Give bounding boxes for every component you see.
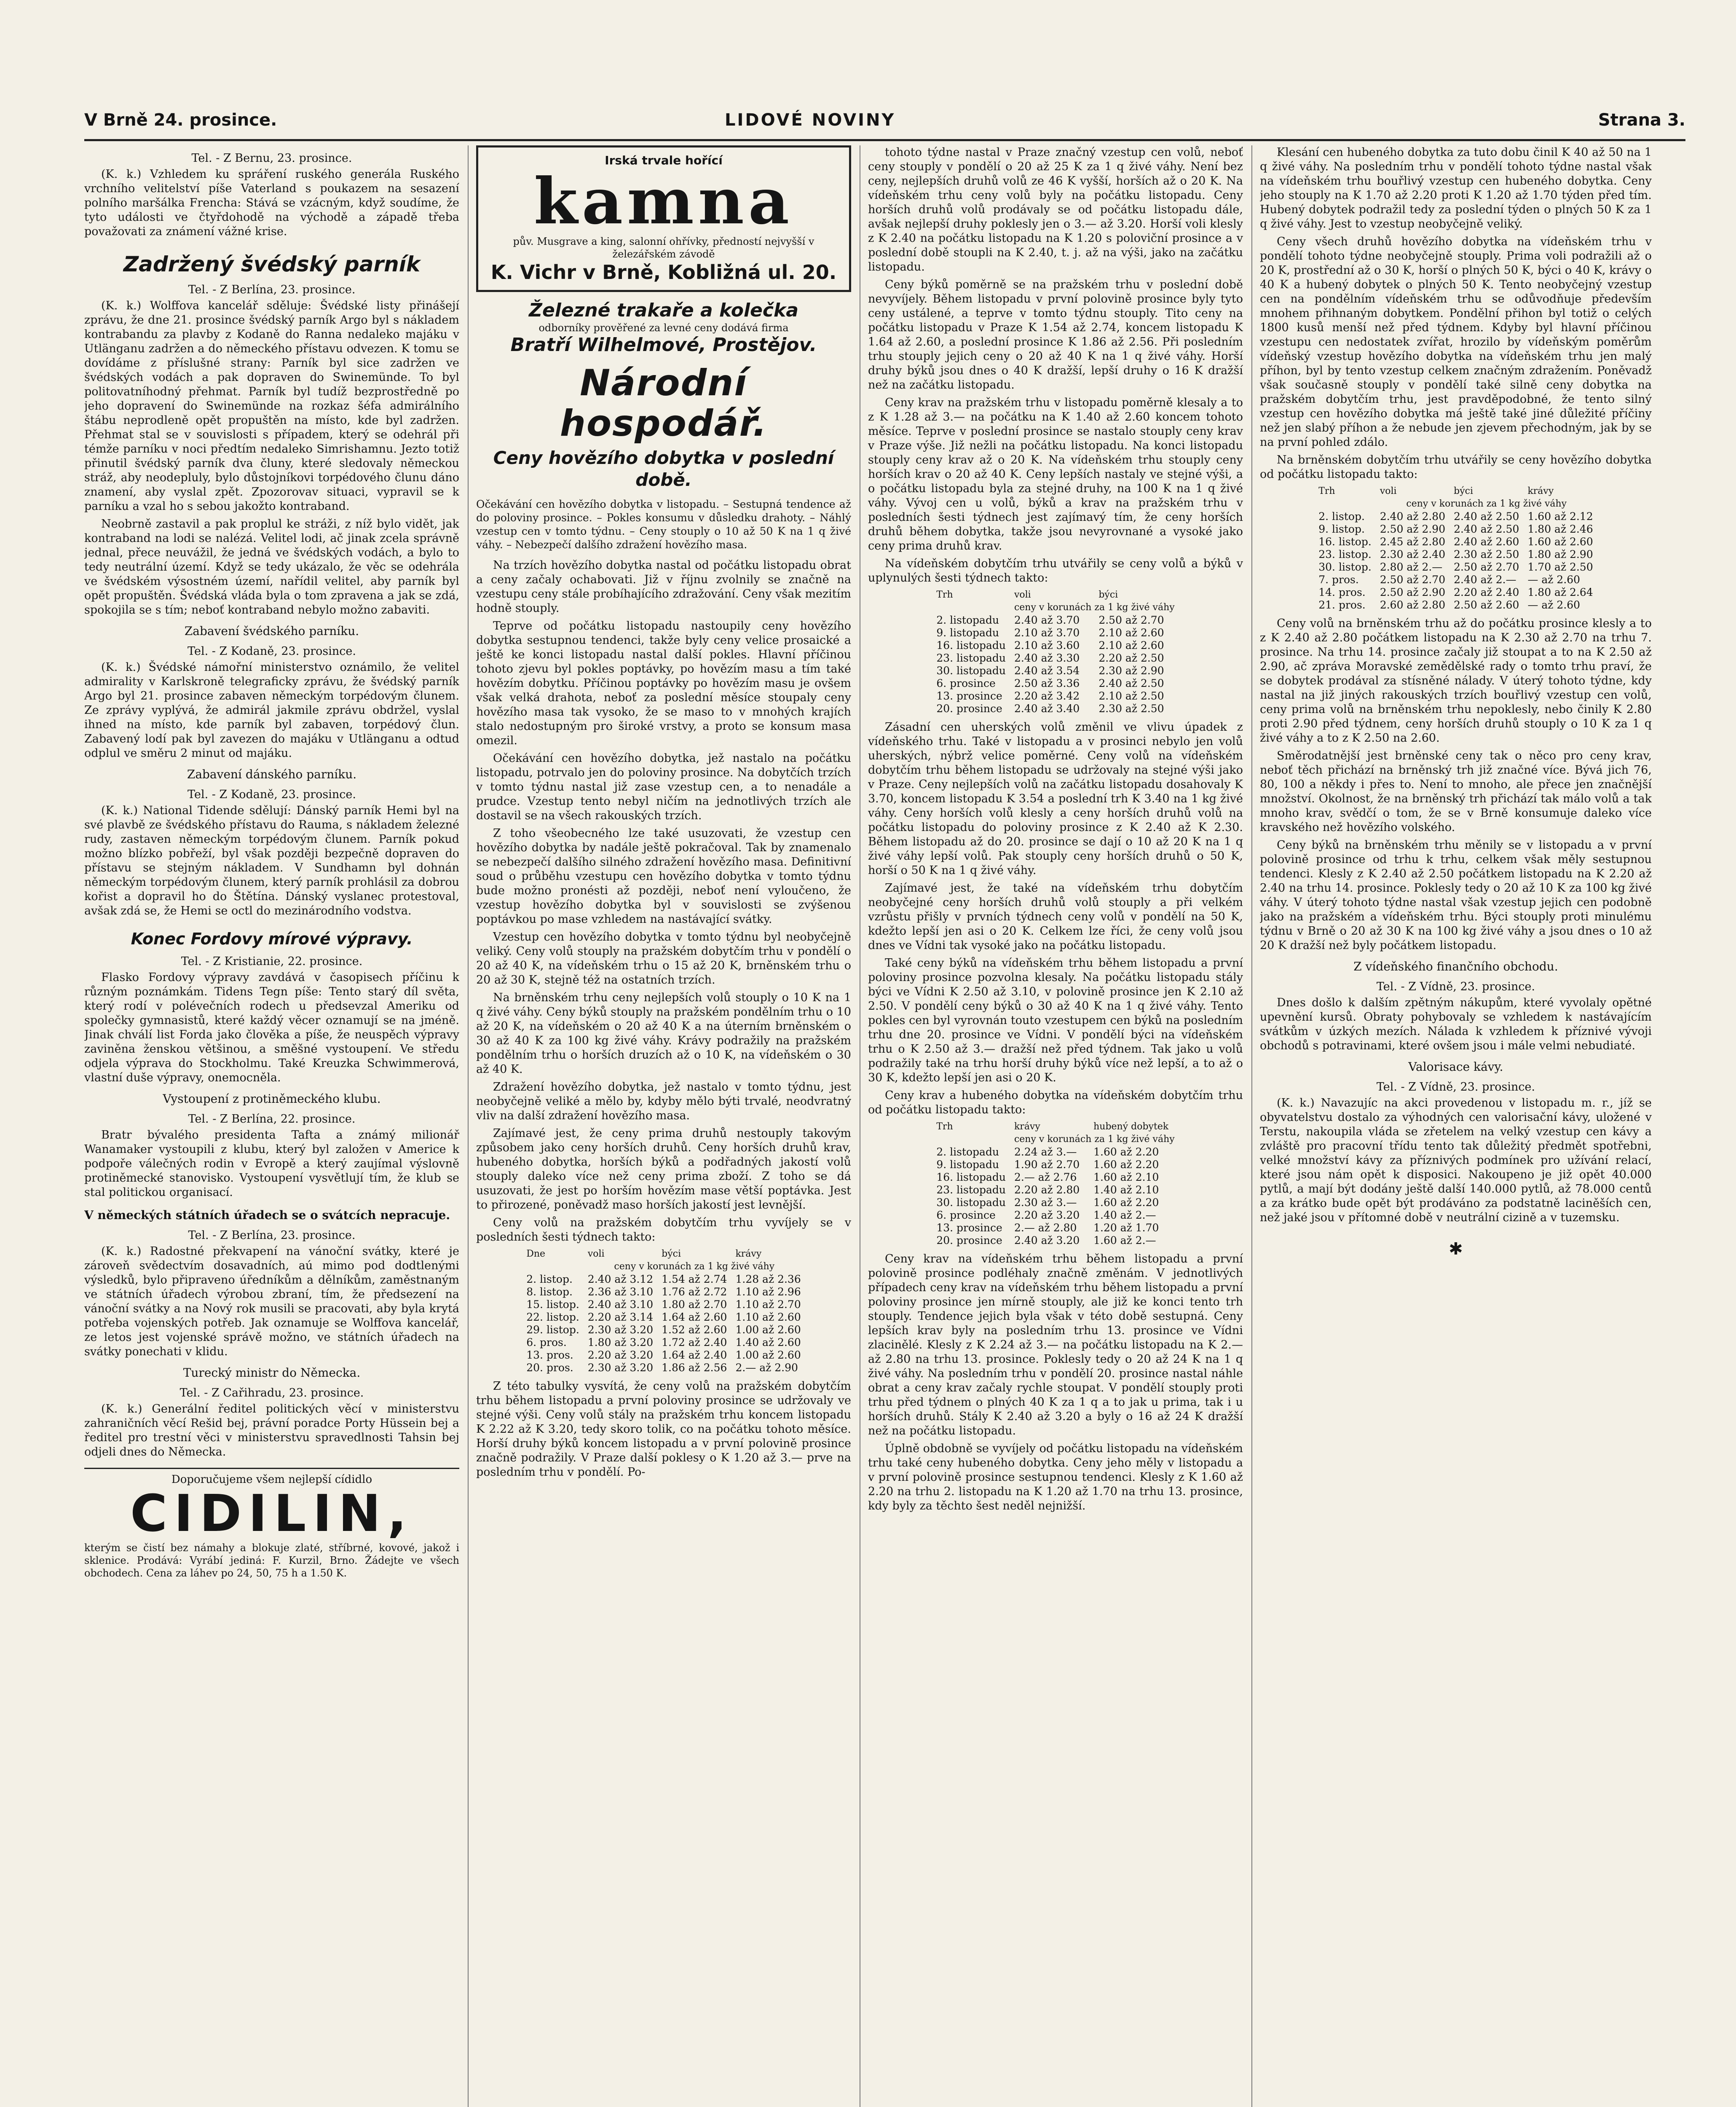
dateline: Tel. - Z Kodaně, 23. prosince.	[188, 645, 356, 658]
table-cell: 1.60 až 2.60	[1527, 536, 1593, 548]
table-row	[932, 614, 1179, 627]
table-row	[522, 1324, 805, 1336]
table-cell: 2.40 až 3.70	[1014, 614, 1080, 626]
table-caption: Na vídeňském dobytčím trhu utvářily se ceny volů a býků v uplynulých šesti týdnech takto:	[868, 557, 1243, 584]
table-row	[932, 652, 1179, 665]
article-paragraph: Ceny býků poměrně se na pražském trhu v poslední době nevyvíjely. Během listopadu v první polovině prosince byly tyto ceny ustálené, a teprve v tomto týdnu stouply. Tito ceny na počátku listopadu v Praze K 1.54 až 2.74, koncem listopadu K 1.64 až 2.60, a poslední prosince K 1.86 až 2.56. Při posledním trhu stouply jejich ceny o 20 až 40 K na 1 q živé váhy. Horší druhy býků jsou dnes o 40 K dražší, lepší druhy o 16 K dražší než na začátku listopadu.	[868, 278, 1243, 391]
table-cell: 21. pros.	[1318, 599, 1366, 611]
table-cell: 2.30 až 2.50	[1098, 702, 1164, 715]
ad-brand: kamna	[533, 164, 794, 239]
article-paragraph: Zajímavé jest, že také na vídeňském trhu dobytčím neobyčejné ceny horších druhů volů stouply a při velkém vzrůstu přišly v prvních týdnech ceny volů v pondělí na 50 K, kdežto lepší jen asi o 20 K. Celkem lze říci, že ceny volů jsou dnes ve Vídni tak vysoké jako na počátku listopadu.	[868, 882, 1243, 952]
table-cell: 13. prosince	[936, 1222, 1002, 1234]
table-header: voli	[1014, 590, 1031, 600]
ad-top: Irská trvale hořící	[605, 153, 723, 167]
table-cell: 13. pros.	[526, 1349, 573, 1361]
table-header: voli	[587, 1249, 605, 1259]
column-3	[868, 145, 1243, 2107]
table-row	[1314, 586, 1597, 599]
table-cell: 2. listop.	[1318, 510, 1365, 523]
table-cell: 2.10 až 2.50	[1098, 690, 1164, 702]
table-row	[932, 1158, 1179, 1171]
table-cell: 1.60 až 2.—	[1093, 1234, 1156, 1247]
advertisement-cidilin	[84, 1468, 459, 1579]
table-cell: 2.— až 2.90	[735, 1362, 798, 1374]
table-row	[932, 1171, 1179, 1184]
table-cell: 23. listopadu	[936, 1184, 1006, 1196]
table-row	[932, 639, 1179, 652]
table-cell: 2.45 až 2.80	[1380, 536, 1446, 548]
table-header: krávy	[735, 1249, 762, 1259]
table-cell: 2.30 až 2.90	[1098, 665, 1164, 677]
table-row	[932, 1184, 1179, 1196]
table-row	[522, 1349, 805, 1362]
table-cell: 2.30 až 2.50	[1454, 548, 1519, 560]
column-1	[84, 145, 459, 2107]
table-cell: 1.80 až 2.64	[1527, 586, 1593, 598]
table-row	[932, 1196, 1179, 1209]
page-header	[84, 110, 1685, 136]
table-cell: 6. pros.	[526, 1336, 567, 1348]
table-cell: 2.40 až 3.54	[1014, 665, 1080, 677]
price-table-praha	[522, 1248, 805, 1374]
price-table-wien-voli	[932, 589, 1179, 715]
article-paragraph: (K. k.) Radostné překvapení na vánoční svátky, které je zároveň svědectvím dosavadních, aú mimo pod dodtlenými výsledků, bylo připraveno úředníkům a dělníkům, zaměstnaným ve státních úřadech výrobou zbraní, tím, že předsezení na vánoční svátky a na Nový rok musili se pracovati, aby byla krytá potřeba vojenských potřeb. Jak oznamuje se Wolffova kancelář, ze letos jest vojenské správě možno, ve státních úřadech na svátky ponechati v klidu.	[84, 1245, 459, 1358]
table-cell: 30. listop.	[1318, 561, 1372, 573]
article-headline: Ceny hovězího dobytka v poslední době.	[493, 448, 834, 490]
table-cell: 2.40 až 2.50	[1454, 523, 1519, 535]
dateline: Tel. - Z Kristianie, 22. prosince.	[181, 955, 363, 968]
article-paragraph: (K. k.) Generální ředitel politických věcí v ministerstvu zahraničních věcí Rešid bej, právní poradce Porty Hüssein bej a ředitel pro trestní věci v ministerstvu spravedlnosti Tahsin bej odjeli dnes do Německa.	[84, 1402, 459, 1458]
table-cell: 2.50 až 2.90	[1380, 523, 1446, 535]
article-paragraph: Vzestup cen hovězího dobytka v tomto týdnu byl neobyčejně veliký. Ceny volů stouply na pražském dobytčím trhu v pondělí o 20 až 40 K, na vídeňském trhu o 15 až 20 K, brněnském trhu o 20 až 30 K, stejně též na ostatních trzích.	[476, 930, 851, 986]
price-table-wien-kravy	[932, 1121, 1179, 1247]
table-cell: 1.80 až 2.90	[1527, 548, 1593, 560]
advertisement-trakare	[476, 300, 851, 356]
ad-text: kterým se čistí bez námahy a blokuje zlaté, stříbrné, kovové, jakož i sklenice. Prodává: Vyrábí jediná: F. Kurzil, Brno. Žádejte ve všech obchodech. Cena za láhev po 24, 50, 75 h a 1.50 K.	[84, 1542, 459, 1579]
article-headline: Turecký ministr do Německa.	[183, 1366, 361, 1380]
article-paragraph: Směrodatnější jest brněnské ceny tak o něco pro ceny krav, neboť těch přichází na brněnský trh již značné více. Bývá jich 76, 80, 100 a někdy i přes to. Není to mnoho, ale přece jen značnější množství. Okolnost, že na brněnský trh přichází tak málo volů a tak mnoho krav, svědčí o tom, že se v Brně konsumuje daleko více kravského než hovězího volského.	[1260, 749, 1652, 834]
table-header: Trh	[936, 590, 953, 600]
table-cell: 2.20 až 3.42	[1014, 690, 1080, 702]
table-cell: 1.76 až 2.72	[662, 1286, 727, 1298]
table-cell: 2.40 až 2.—	[1454, 574, 1516, 586]
article-headline: Z vídeňského finančního obchodu.	[1353, 960, 1558, 973]
article-paragraph: Úplně obdobně se vyvíjely od počátku listopadu na vídeňském trhu také ceny hubeného dobytka. Ceny jeho měly v listopadu a v první polovině prosince sestupnou tendenci. Klesly z K 1.60 až 2.20 na trhu 2. listopadu na K 1.20 až 1.70 na trhu 13. prosince, kdy byly za těchto šest neděl nejnižší.	[868, 1442, 1243, 1512]
table-row	[522, 1311, 805, 1324]
table-row	[1314, 536, 1597, 548]
article-paragraph: Ceny krav na pražském trhu v listopadu poměrně klesaly a to z K 1.28 až 3.— na počátku na K 1.40 až 2.60 koncem tohoto měsíce. Teprve v poslední prosince se nastalo stouply ceny krav v Praze výše. Již nežli na počátku listopadu. Na konci listopadu stouply ceny krav až o 20 K. Na vídeňském trhu stouply ceny horších krav o 20 až 40 K. Ceny lepších nastaly ve stejné výši, a o počátku listopadu byla za stejné druhy, na 100 K na 1 q živé váhy. Vývoj cen u volů, býků a krav na pražském trhu v posledních šesti týdnech jest zajímavý tím, že ceny horších druhů během dobytka, takže jsou nevyrovnané a vysoké jako ceny prima druhů krav.	[868, 396, 1243, 552]
dateline: Tel. - Z Bernu, 23. prosince.	[191, 152, 352, 165]
article-paragraph: Flasko Fordovy výpravy zavdává v časopisech příčinu k různým poznámkám. Tidens Tegn píše: Tento starý díl světa, který rodí v polévečních rodech u předsevzal Ameriku od společky gymnasistů, které každý věcer oznamují se na jméně. Jinak chválí list Forda jako člověka a píše, že neuspěch výpravy zaviněna ženskou většinou, a směšné vystoupení. Ve středu odjela výprava do Stockholmu. Také Kreuzka Schwimmerová, vlastní duše výpravy, onemocněla.	[84, 971, 459, 1084]
article-paragraph: (K. k.) Wolffova kancelář sděluje: Švédské listy přinášejí zprávu, že dne 21. prosince švédský parník Argo byl s nákladem kontrabandu za plavby z Kodaně do Ranna nedaleko majáku v Utlänganu zadržen a do německého přístavu odvezen. K tomu se dovídáme z příslušné strany: Parník byl sice zadržen ve švédských vodách a pak dopraven do Swinemünde. To byl politovatníhodný přehmat. Parník byl tudíž bezprostředně po jeho dopravení do Swinemünde na rozkaz šéfa admirálního štábu neprodleně opět propuštěn na místo, kde byl zadržen. Přehmat stal se v souvislosti s případem, který se odehrál při témže parníku v noci předtím nedaleko Simrishamnu. Jezto totiž přinutil švédský parník dva čluny, které sledovaly německou stráž, aby neodepluly, bylo důstojníkovi torpédového člunu dáno znamení, aby vyslal zpět. Zpozorovav situaci, vypravil se k parníku a vzal ho s sebou jakožto kontraband.	[84, 299, 459, 513]
dateline: Tel. - Z Berlína, 23. prosince.	[188, 283, 356, 296]
table-header: býci	[1098, 590, 1118, 600]
table-cell: 1.80 až 3.20	[587, 1336, 654, 1348]
article-headline: V německých státních úřadech se o svátcích nepracuje.	[84, 1208, 450, 1222]
table-cell: 1.64 až 2.40	[662, 1349, 727, 1361]
table-cell: 1.64 až 2.60	[662, 1311, 727, 1323]
table-row	[932, 1209, 1179, 1222]
table-row	[522, 1298, 805, 1311]
table-cell: 9. listopadu	[936, 1158, 999, 1171]
table-cell: 2.10 až 2.60	[1098, 627, 1164, 639]
table-cell: 2. listopadu	[936, 1146, 999, 1158]
article-paragraph: Z toho všeobecného lze také usuzovati, že vzestup cen hovězího dobytka by nadále ještě pokračoval. Tak by znamenalo se nebezpečí dalšího silného zdražení hovězího masa. Definitivní soud o průběhu vzestupu cen hovězího dobytka v tomto týdnu bude možno pronésti až později, neboť není vyloučeno, že vzestup hovězího dobytka byl v souvislosti se zvýšenou poptávkou po mase vzhledem na nastávající svátky.	[476, 827, 851, 926]
table-cell: 2.50 až 2.70	[1454, 561, 1519, 573]
article-paragraph: Ceny býků na brněnském trhu měnily se v listopadu a v první polovině prosince od trhu k trhu, celkem však měly sestupnou tendenci. Klesly z K 2.40 až 2.50 počátkem listopadu na K 2.20 až 2.40 na trhu 14. prosince. Poklesly tedy o 20 až 10 K za 100 kg živé váhy. V úterý tohoto týdne nastal však vzestup jejich cen podobně jako na pražském a vídeňském trhu. Býci stouply proti minulému týdnu v Brně o 20 až 30 K na 100 kg živé váhy a jsou dnes o 10 až 20 K dražší než byly počátkem listopadu.	[1260, 839, 1652, 952]
dateline: Tel. - Z Berlína, 22. prosince.	[188, 1112, 356, 1126]
table-cell: 2.24 až 3.—	[1014, 1146, 1077, 1158]
price-table-brno	[1314, 485, 1597, 611]
table-cell: 2.40 až 3.30	[1014, 652, 1080, 664]
ad-address: K. Vichr v Brně, Kobližná ul. 20.	[490, 261, 837, 284]
table-cell: 2. listop.	[526, 1273, 573, 1285]
table-cell: 1.60 až 2.10	[1093, 1171, 1159, 1183]
table-cell: 1.10 až 2.70	[735, 1298, 801, 1311]
table-cell: 6. prosince	[936, 677, 996, 689]
article-headline: Zabavení švédského parníku.	[184, 624, 359, 638]
article-paragraph: Teprve od počátku listopadu nastoupily ceny hovězího dobytka sestupnou tendenci, takže byly ceny velice prosaické a ještě ke konci listopadu nastal další pokles. Hlavní příčinou tohoto zjevu byl pokles poptávky, po hovězím masu a tím také hovězím dobytku. Příčinou poptávky po hovězím masu je ovšem však velká drahota, neboť za poslední měsíce stoupaly ceny hovězího masa tak vysoko, že se maso to v mnohých krajích stalo nedostupným pro široké vrstvy, a proto se konsum masa omezil.	[476, 619, 851, 747]
table-cell: 2.50 až 3.36	[1014, 677, 1080, 689]
dateline: Tel. - Z Cařihradu, 23. prosince.	[179, 1386, 364, 1399]
table-cell: 2.20 až 3.20	[587, 1349, 654, 1361]
table-unit: ceny v korunách za 1 kg živé váhy	[1014, 602, 1175, 613]
table-cell: 2.30 až 3.—	[1014, 1196, 1077, 1209]
table-cell: 2.10 až 3.70	[1014, 627, 1080, 639]
header-masthead: LIDOVÉ NOVINY	[725, 110, 896, 130]
table-cell: 2.30 až 3.20	[587, 1362, 654, 1374]
table-row	[522, 1336, 805, 1349]
article-headline: Konec Fordovy mírové výpravy.	[131, 930, 413, 948]
table-cell: 2.20 až 2.50	[1098, 652, 1164, 664]
table-cell: 1.72 až 2.40	[662, 1336, 727, 1348]
table-cell: 2.50 až 2.70	[1380, 574, 1446, 586]
table-cell: 2.— až 2.80	[1014, 1222, 1077, 1234]
table-cell: 20. prosince	[936, 702, 1002, 715]
table-cell: 2.40 až 2.50	[1454, 510, 1519, 523]
column-4	[1260, 145, 1652, 2107]
table-cell: 2.— až 2.76	[1014, 1171, 1077, 1183]
table-cell: 1.10 až 2.96	[735, 1286, 801, 1298]
table-header: krávy	[1527, 486, 1554, 496]
table-cell: 1.60 až 2.12	[1527, 510, 1593, 523]
table-cell: 1.40 až 2.10	[1093, 1184, 1159, 1196]
article-paragraph: Klesání cen hubeného dobytka za tuto dobu činil K 40 až 50 na 1 q živé váhy. Na posledním trhu v pondělí tohoto týdne nastal však na vídeňském trhu bouřlivý vzestup cen hubeného dobytka. Ceny jeho stouply na K 1.70 až 2.20 proti K 1.20 až 1.70 týden před tím. Hubený dobytek podražil tedy za poslední týden o plných 50 K za 1 q živé váhy. Jest to vzestup neobyčejně veliký.	[1260, 146, 1652, 231]
table-cell: 1.70 až 2.50	[1527, 561, 1593, 573]
table-cell: 1.90 až 2.70	[1014, 1158, 1080, 1171]
table-cell: 1.40 až 2.—	[1093, 1209, 1156, 1221]
table-row	[522, 1273, 805, 1286]
table-cell: 2.40 až 2.50	[1098, 677, 1164, 689]
table-cell: 9. listop.	[1318, 523, 1365, 535]
table-header: krávy	[1014, 1121, 1040, 1132]
table-cell: 16. listopadu	[936, 1171, 1006, 1183]
table-cell: 2.40 až 3.40	[1014, 702, 1080, 715]
table-cell: 1.00 až 2.60	[735, 1349, 801, 1361]
article-paragraph: Z této tabulky vysvítá, že ceny volů na pražském dobytčím trhu během listopadu a první poloviny prosince se udržovaly ve stejné výši. Ceny volů stály na pražském trhu koncem listopadu K 2.22 až K 3.20, tedy skoro tolik, co na počátku tohoto měsíce. Horší druhy býků koncem listopadu a v první polovině prosince značně podražily. V Praze další poklesy o K 1.20 až 3.— prve na posledním trhu v pondělí. Po-	[476, 1380, 851, 1479]
table-row	[1314, 548, 1597, 561]
table-cell: 2.50 až 2.60	[1454, 599, 1519, 611]
dateline: Tel. - Z Kodaně, 23. prosince.	[188, 788, 356, 801]
ad-title: Železné trakaře a kolečka	[529, 300, 798, 321]
table-cell: 1.52 až 2.60	[662, 1324, 727, 1336]
table-caption: Ceny krav a hubeného dobytka na vídeňském dobytčím trhu od počátku listopadu takto:	[868, 1089, 1243, 1116]
table-caption: Na brněnském dobytčím trhu utvářily se ceny hovězího dobytka od počátku listopadu takto:	[1260, 453, 1652, 481]
table-cell: 2.10 až 2.60	[1098, 639, 1164, 651]
table-cell: 2.40 až 3.12	[587, 1273, 654, 1285]
table-cell: 2.50 až 2.70	[1098, 614, 1164, 626]
table-cell: — až 2.60	[1527, 574, 1581, 586]
table-row	[932, 1222, 1179, 1234]
table-unit: ceny v korunách za 1 kg živé váhy	[1406, 499, 1567, 509]
table-cell: 14. pros.	[1318, 586, 1366, 598]
article-paragraph: Ceny krav na vídeňském trhu během listopadu a první polovině prosince podléhaly značně změnám. V jednotlivých případech ceny krav na vídeňském trhu během listopadu a první poloviny prosince jen mírně stouply, ale již ke konci tento trh stouply. Tendence jejich byla však v této době sestupná. Ceny lepších krav byly na posledním trhu 13. prosince ve Vídni zlacinělé. Klesly z K 2.24 až 3.— na počátku listopadu na K 2.— až 2.80 na trhu 13. prosince. Poklesly tedy o 20 až 24 K na 1 q živé váhy. Na posledním trhu v pondělí 20. prosince nastal náhle obrat a ceny krav začaly rychle stoupat. V pondělí stouply proti trhu před týdnem o plných 40 K za 1 q a to jak u prima, tak i u horších druhů. Stály K 2.40 až 3.20 a byly o 16 až 24 K dražší než na počátku listopadu.	[868, 1252, 1243, 1437]
table-cell: 2.20 až 2.80	[1014, 1184, 1080, 1196]
ad-text: pův. Musgrave a king, salonní ohřívky, předností nejvyšší v železářském závodě	[513, 236, 814, 260]
article-lead: Očekávání cen hovězího dobytka v listopadu. – Sestupná tendence až do poloviny prosince. – Pokles konsumu v důsledku drahoty. – Náhlý vzestup cen v tomto týdnu. – Ceny stouply o 10 až 50 K na 1 q živé váhy. – Nebezpečí dalšího zdražení hovězího masa.	[476, 498, 851, 551]
ad-brand: CIDILIN,	[130, 1485, 414, 1543]
article-paragraph: Také ceny býků na vídeňském trhu během listopadu a první poloviny prosince pozvolna klesaly. Na počátku listopadu stály býci ve Vídni K 2.50 až 3.10, v polovině prosince jen K 2.10 až 2.50. V pondělí ceny býků o 30 až 40 K na 1 q živé váhy. Tento pokles cen byl vyrovnán touto vzestupem cen býků na posledním trhu dne 20. prosince ve Vídni. V pondělí býci na vídeňském trhu o K 2.50 až 3.— dražší než před týdnem. Tak jako u volů podražily také na trhu horší druhy býků více než lepší, a to až o 30 K, kdežto lepší jen asi o 20 K.	[868, 957, 1243, 1084]
table-cell: 2. listopadu	[936, 614, 999, 626]
ad-intro: Doporučujeme všem nejlepší cídidlo	[171, 1473, 372, 1486]
table-header: voli	[1380, 486, 1397, 496]
table-header: Trh	[1318, 486, 1335, 496]
table-cell: 1.28 až 2.36	[735, 1273, 801, 1285]
article-paragraph: Zajímavé jest, že ceny prima druhů nestouply takovým způsobem jako ceny horších druhů. Ceny horších druhů krav, hubeného dobytka, horších býků a podřadných jakostí volů stouply daleko více než ceny prima zboží. Z toho se dá usuzovati, že jest po horším hovězím mase větší poptávka. Jest to přirozené, poněvadž maso horších jakostí jest levnější.	[476, 1127, 851, 1212]
table-row	[932, 702, 1179, 715]
advertisement-kamna	[476, 145, 851, 292]
table-cell: 30. listopadu	[936, 1196, 1006, 1209]
header-page-number: Strana 3.	[1598, 110, 1685, 130]
table-cell: — až 2.60	[1527, 599, 1581, 611]
table-cell: 1.54 až 2.74	[662, 1273, 727, 1285]
table-row	[1314, 561, 1597, 574]
table-cell: 29. listop.	[526, 1324, 579, 1336]
table-header: Trh	[936, 1121, 953, 1132]
table-cell: 2.60 až 2.80	[1380, 599, 1446, 611]
table-cell: 16. listopadu	[936, 639, 1006, 651]
article-paragraph: Ceny všech druhů hovězího dobytka na vídeňském trhu v pondělí tohoto týdne neobyčejně stouply. Prima voli podražili až o 20 K, prostřední až o 30 K, horší o plných 50 K, býci o 40 K, krávy o 40 K a hubený dobytek o plných 50 K. Tento neobyčejný vzestup cen na pondělním vídeňském trhu se odůvodňuje především mnohem přihnaným dobytkem. Pondělní přihon byl totiž o celých 1800 kusů menší než před týdnem. Kdyby byl hlavní příčinou vzestupu cen nedostatek zvířat, hrozilo by vídeňským poměrům vídeňský vzestup hovězího dobytka na vídeňském trhu jen malý příhon, byl by tento vzestup celkem značným zdražením. Poněvadž však současně stouply v pondělí také silně ceny dobytka na pražském dobytčím trhu, jest pravděpodobné, že tento silný vzestup cen hovězího dobytka má ještě také jiné důležité příčiny než jen slabý příhon a že nebude jen zjevem přechodným, jak by se na první pohled zdálo.	[1260, 235, 1652, 449]
table-cell: 23. listopadu	[936, 652, 1006, 664]
table-cell: 2.10 až 3.60	[1014, 639, 1080, 651]
article-headline: Vystoupení z protiněmeckého klubu.	[163, 1092, 381, 1106]
column-divider	[468, 145, 469, 2107]
end-mark: ✱	[1449, 1239, 1463, 1259]
table-cell: 15. listop.	[526, 1298, 579, 1311]
dateline: Tel. - Z Vídně, 23. prosince.	[1376, 1080, 1535, 1094]
table-cell: 1.60 až 2.20	[1093, 1158, 1159, 1171]
table-row	[1314, 574, 1597, 586]
section-title: Národní hospodář.	[560, 362, 768, 445]
table-header: Dne	[526, 1249, 546, 1259]
table-unit: ceny v korunách za 1 kg živé váhy	[614, 1261, 775, 1272]
table-header: býci	[662, 1249, 681, 1259]
article-headline: Zabavení dánského parníku.	[187, 767, 357, 781]
article-headline: Zadržený švédský parník	[123, 252, 421, 276]
header-date: V Brně 24. prosince.	[84, 110, 277, 130]
column-2	[476, 145, 851, 2107]
article-paragraph: Očekávání cen hovězího dobytka, jež nastalo na počátku listopadu, potrvalo jen do poloviny prosince. Na dobytčích trzích v tomto týdnu nastal již zase vzestup cen, a to nenadále a prudce. Vzestup tento nebyl ničím na jednotlivých trzích ale dostavil se na všech rakouských trzích.	[476, 752, 851, 822]
table-cell: 2.30 až 3.20	[587, 1324, 654, 1336]
table-row	[522, 1362, 805, 1374]
table-cell: 2.20 až 3.14	[587, 1311, 654, 1323]
table-header: hubený dobytek	[1093, 1121, 1169, 1132]
table-cell: 2.40 až 2.60	[1454, 536, 1519, 548]
ad-firm: Bratří Wilhelmové, Prostějov.	[510, 334, 817, 356]
table-cell: 2.40 až 3.20	[1014, 1234, 1080, 1247]
table-cell: 22. listop.	[526, 1311, 579, 1323]
article-paragraph: Na trzích hovězího dobytka nastal od počátku listopadu obrat a ceny začaly ochabovati. Již v říjnu zvolnily se značně na vzestupu ceny stále probíhajícího zdražování. Ceny však mezitím hodně stouply.	[476, 559, 851, 615]
table-cell: 9. listopadu	[936, 627, 999, 639]
table-cell: 1.86 až 2.56	[662, 1362, 727, 1374]
table-cell: 1.60 až 2.20	[1093, 1196, 1159, 1209]
table-cell: 2.36 až 3.10	[587, 1286, 654, 1298]
table-cell: 20. pros.	[526, 1362, 573, 1374]
ad-text: odborníky prověřené za levné ceny dodává firma	[538, 322, 789, 334]
article-paragraph: (K. k.) Švédské námořní ministerstvo oznámilo, že velitel admirality v Karlskroně telegraficky zprávu, že švédský parník Argo byl 21. prosince zabaven německým torpédovým člunem. Ze zprávy vyplývá, že admirál jakmile zprávu obdržel, vyslal ihned na místo, kde parník byl zabaven, torpédový člun. Zabavený lodí pak byl zavezen do majáku v Utlänganu a odtud odplul ve směru 2 minut od majáku.	[84, 661, 459, 760]
table-cell: 6. prosince	[936, 1209, 996, 1221]
article-headline: Valorisace kávy.	[1408, 1060, 1503, 1074]
table-cell: 2.20 až 3.20	[1014, 1209, 1080, 1221]
table-cell: 8. listop.	[526, 1286, 573, 1298]
table-cell: 1.80 až 2.46	[1527, 523, 1593, 535]
column-divider	[1251, 145, 1252, 2107]
dateline: Tel. - Z Berlína, 23. prosince.	[188, 1229, 356, 1242]
dateline: Tel. - Z Vídně, 23. prosince.	[1376, 980, 1535, 993]
table-cell: 2.40 až 2.80	[1380, 510, 1446, 523]
table-row	[932, 627, 1179, 639]
table-cell: 2.40 až 3.10	[587, 1298, 654, 1311]
table-cell: 1.00 až 2.60	[735, 1324, 801, 1336]
article-paragraph: Ceny volů na brněnském trhu až do počátku prosince klesly a to z K 2.40 až 2.80 počátkem listopadu na K 2.30 až 2.70 na trhu 7. prosince. Na trhu 14. prosince začaly již stoupat a to na K 2.50 až 2.90, ač zpráva Moravské zemědělské rady o tomto trhu praví, že se dobytek prodával za stísněné nálady. V úterý tohoto týdne, kdy nastal na již jiných rakouských trzích bouřlivý vzestup cen volů, ceny prima volů na brněnském trhu nepoklesly, nebo činily K 2.80 proti 2.90 před týdnem, ceny horších druhů stouply o 10 K za 1 q živé váhy a to z K 2.50 na 2.60.	[1260, 617, 1652, 745]
table-cell: 30. listopadu	[936, 665, 1006, 677]
table-row	[932, 690, 1179, 702]
table-row	[932, 665, 1179, 677]
table-cell: 2.80 až 2.—	[1380, 561, 1443, 573]
table-row	[932, 677, 1179, 690]
article-paragraph: (K. k.) Vzhledem ku spráření ruského generála Ruského vrchního velitelství píše Vaterland s poukazem na sesazení polního maršálka Frencha: Stává se vzácným, když soudíme, že tyto události ve čtyřdohodě na východě a západě třeba považovati za známení vážné krise.	[84, 168, 459, 238]
table-row	[932, 1234, 1179, 1247]
table-row	[1314, 599, 1597, 611]
table-row	[932, 1146, 1179, 1158]
table-cell: 23. listop.	[1318, 548, 1372, 560]
table-cell: 1.20 až 1.70	[1093, 1222, 1159, 1234]
article-paragraph: Bratr bývalého presidenta Tafta a známý milionář Wanamaker vystoupili z klubu, který byl založen v Americe k podpoře válečných rodin v Evropě a který zaujímal výslovně protiněmecké stanovisko. Vystoupení vysvětlují tím, že klub se stal politickou organisací.	[84, 1129, 459, 1199]
article-paragraph: (K. k.) Navazujíc na akci provedenou v listopadu m. r., jíž se obyvatelstvu dostalo za výhodných cen valorisační kávy, uložené v Terstu, nakoupila vláda se zřetelem na velký vzestup cen kávy a zvláště pro pracovní třídu tento tak důležitý předmět spotřebni, velké množství kávy za příznivých podmínek pro užívání relací, které jsou nám opět k disposici. Nakoupeno je již opět 40.000 pytlů, a mají být dodány ještě další 140.000 pytlů, až 78.000 centů a za krátko bude opět být prodáváno za podstatně laciněších cen, než jaké jsou v přítomné době v neutrální cizině a v tuzemsku.	[1260, 1096, 1652, 1224]
table-cell: 2.20 až 2.40	[1454, 586, 1519, 598]
article-paragraph: Neobrně zastavil a pak proplul ke stráži, z níž bylo vidět, jak kontraband na lodi se nalézá. Velitel lodi, ač jinak zcela správně jednal, přece neuvážil, že jedná ve švédských vodách, a bylo to tedy neutrální území. Když se tedy ukázalo, že věc se odehrála ve švédském výsostném území, nařídil velitel, aby parník byl opět propuštěn. Švédská vláda byla o tom zpravena a jak se zdá, spokojila se s tím; neboť kontraband nebylo možno zabaviti.	[84, 517, 459, 617]
table-cell: 1.40 až 2.60	[735, 1336, 801, 1348]
table-cell: 7. pros.	[1318, 574, 1359, 586]
table-cell: 2.50 až 2.90	[1380, 586, 1446, 598]
table-row	[522, 1286, 805, 1298]
article-paragraph: tohoto týdne nastal v Praze značný vzestup cen volů, neboť ceny stouply v pondělí o 20 až 25 K za 1 q živé váhy. Není bez ceny, nejlepších druhů volů ze 46 K vyšší, horších až o 20 K. Na vídeňském trhu ceny volů byly na počátku listopadu. Ceny horších druhů volů prodávaly se od počátku listopadu dále, avšak nejlepší druhy poklesly jen o 3.— až 3.20. Horší voli klesly z K 2.40 na počátku listopadu na K 1.20 s poloviční prosince a v poslední době stoupli na K 2.40, t. j. až na výši, jako na začátku listopadu.	[868, 146, 1243, 273]
article-paragraph: Na brněnském trhu ceny nejlepších volů stouply o 10 K na 1 q živé váhy. Ceny býků stouply na pražském pondělním trhu o 10 až 20 K, na vídeňském o 20 až 40 K a na úterním brněnském o 30 až 40 K za 100 kg živé váhy. Krávy podražily na pražském pondělním trhu o horších druzích až o 10 K, na vídeňském o 30 až 40 K.	[476, 991, 851, 1076]
article-paragraph: Zdražení hovězího dobytka, jež nastalo v tomto týdnu, jest neobyčejně veliké a mělo by, kdyby mělo býti trvalé, neodvratný vliv na další zdražení hovězího masa.	[476, 1080, 851, 1122]
table-cell: 2.30 až 2.40	[1380, 548, 1446, 560]
table-row	[1314, 523, 1597, 536]
table-row	[1314, 510, 1597, 523]
header-rule	[84, 139, 1685, 141]
table-cell: 13. prosince	[936, 690, 1002, 702]
table-unit: ceny v korunách za 1 kg živé váhy	[1014, 1134, 1175, 1145]
table-cell: 1.60 až 2.20	[1093, 1146, 1159, 1158]
article-paragraph: Dnes došlo k dalším zpětným nákupům, které vyvolaly opětné upevnění kursů. Obraty pohybovaly se vzhledem k nastávajícím svátkům v úzkých mezích. Nálada k vzhledem k příznivé vývoji obchodů s potravinami, které ovšem jsou i mále velmi nebudiaté.	[1260, 996, 1652, 1052]
table-caption: Ceny volů na pražském dobytčím trhu vyvíjely se v posledních šesti týdnech takto:	[476, 1216, 851, 1244]
article-paragraph: (K. k.) National Tidende sdělují: Dánský parník Hemi byl na své plavbě ze švédského přístavu do Rauma, s nákladem železné rudy, zastaven německým torpédovým člunem. Parník pokud možno blízko pobřeží, byl však později bezpečně dopraven do přístavu se stejným nákladem. V Sundhamn byl dohnán německým torpédovým člunem, který parník prohlásil za dobrou kořist a dopravil ho do Štětína. Dánský vyslanec protestoval, avšak zdá se, že Hemi se octl do mezinárodního vodstva.	[84, 804, 459, 917]
article-paragraph: Zásadní cen uherských volů změnil ve vlivu úpadek z vídeňského trhu. Také v listopadu a v prosinci nebylo jen volů uherských, nýbrž velice poměrné. Ceny volů na vídeňském dobytčím trhu během listopadu se udržovaly na stejné výši jako v Praze. Ceny nejlepších volů na začátku listopadu dosahovaly K 3.70, koncem listopadu K 3.54 a poslední trh K 3.40 na 1 kg živé váhy. Ceny horších volů klesly a ceny horších druhů volů na počátku listopadu do poloviny prosince z K 2.40 až K 2.30. Během listopadu až do 20. prosince se dají o 10 až 20 K na 1 q živé váhy lepší volů. Pak stouply ceny horších druhů o 50 K, horší o 50 K na 1 q živé váhy.	[868, 721, 1243, 877]
table-cell: 20. prosince	[936, 1234, 1002, 1247]
table-header: býci	[1454, 486, 1473, 496]
table-cell: 1.80 až 2.70	[662, 1298, 727, 1311]
table-cell: 1.10 až 2.60	[735, 1311, 801, 1323]
table-cell: 16. listop.	[1318, 536, 1372, 548]
